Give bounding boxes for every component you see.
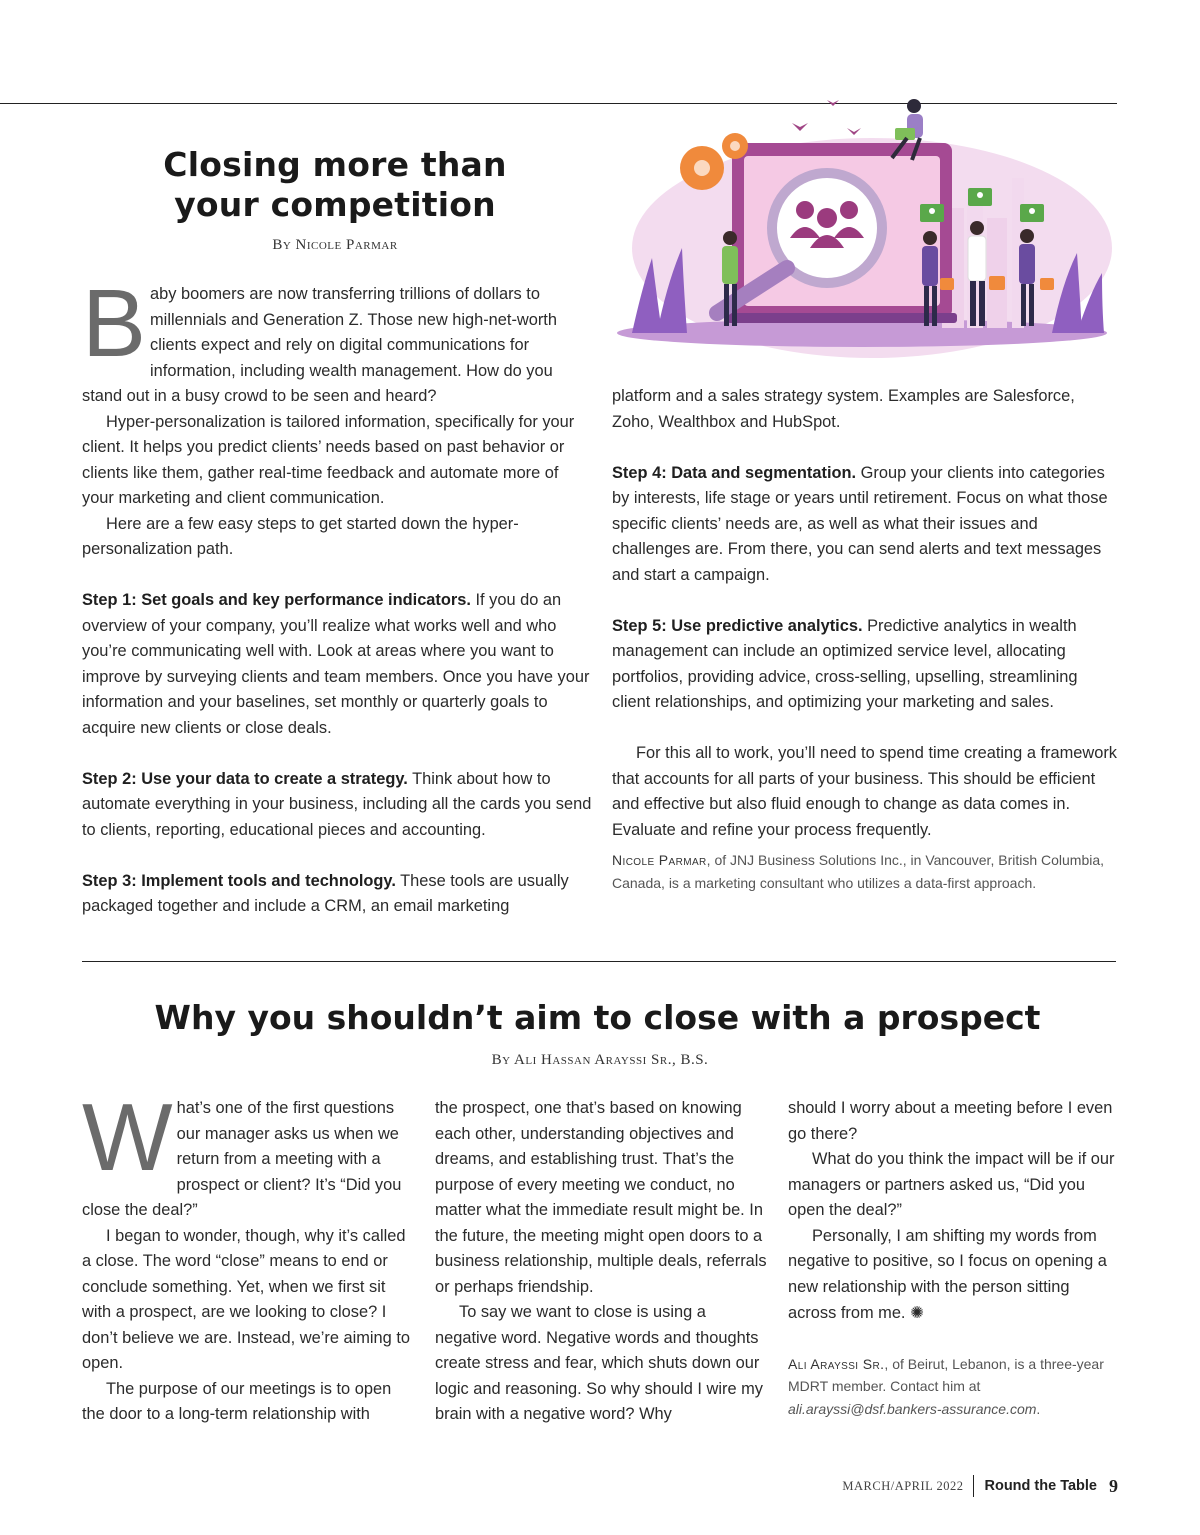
closing-paragraph: For this all to work, you’ll need to spend time creating a framework that accounts for all parts of your business. This should be efficient and effective but also fluid enough to change as data comes in. Evaluate and refine your process frequently.: [612, 744, 1118, 839]
article2-paragraph: What do you think the impact will be if our managers or partners asked us, “Did you open the deal?”: [788, 1150, 1115, 1219]
article1-column-right: [612, 384, 1120, 894]
article2-byline: By Ali Hassan Arayssi Sr., B.S.: [491, 1052, 709, 1068]
article2-paragraph: should I worry about a meeting before I even go there?: [788, 1099, 1113, 1143]
article2-paragraph: I began to wonder, though, why it’s called a close. The word “close” means to end or conclude something. Yet, when we first sit with a prospect, are we looking to close? I don’t believe we are. Instead, we’re aiming to open.: [82, 1226, 410, 1372]
page-footer: [842, 1475, 1118, 1497]
step-3-paragraph: Step 3: Implement tools and technology. These tools are usually packaged together and include a CRM, an email marketing: [82, 871, 569, 915]
article1-paragraph: Hyper-personalization is tailored information, specifically for your client. It helps you predict clients’ needs based on past behavior or clients like them, gather real-time feedback and automate more of your marketing and client communication.: [82, 412, 575, 507]
article1-paragraph: Baby boomers are now transferring trillions of dollars to millennials and Generation Z. Those new high-net-worth clients expect and rely on digital communications for information, including wealth management. How do you stand out in a busy crowd to be seen and heard?: [82, 270, 557, 405]
step-5-paragraph: Step 5: Use predictive analytics. Predictive analytics in wealth management can include an optimized service level, allocating portfolios, providing advice, cross-selling, upselling, streamlining client relationships, and optimizing your marketing and sales.: [612, 616, 1078, 711]
article1-column-left: [82, 270, 592, 920]
author-bio: Ali Arayssi Sr., of Beirut, Lebanon, is a three-year MDRT member. Contact him at ali.arayssi@dsf.bankers-assurance.com.: [788, 1355, 1104, 1417]
email-link[interactable]: ali.arayssi@dsf.bankers-assurance.com: [788, 1400, 1037, 1417]
footer-separator: [973, 1475, 974, 1497]
drop-cap: W: [82, 1084, 173, 1191]
article2-paragraph: The purpose of our meetings is to open the door to a long-term relationship with: [82, 1379, 392, 1423]
article2-paragraph: What’s one of the first questions our manager asks us when we return from a meeting with a prospect or client? It’s “Did you close the deal?”: [82, 1084, 402, 1219]
author-bio: Nicole Parmar, of JNJ Business Solutions Inc., in Vancouver, British Columbia, Canada, is a marketing consultant who utilizes a data-first approach.: [612, 852, 1105, 891]
article1-byline: By Nicole Parmar: [272, 237, 398, 253]
page-number: 9: [1109, 1475, 1118, 1496]
end-mark-icon: ✺: [910, 1303, 924, 1322]
article2-column-1: [82, 1084, 412, 1428]
article2-column-3: [788, 1096, 1120, 1420]
drop-cap: B: [82, 270, 147, 377]
article1-paragraph: Here are a few easy steps to get started down the hyper-personalization path.: [82, 514, 519, 558]
issue-date: MARCH/APRIL 2022: [842, 1478, 964, 1493]
marketing-illustration: [612, 88, 1117, 358]
article2-title: Why you shouldn’t aim to close with a prospect: [154, 998, 1041, 1037]
article2-paragraph: To say we want to close is using a negative word. Negative words and thoughts create stress and fear, which shuts down our logic and reasoning. So why should I wire my brain with a negative word? Why: [435, 1303, 763, 1423]
step-3-continued: platform and a sales strategy system. Examples are Salesforce, Zoho, Wealthbox and HubSpot.: [612, 387, 1075, 431]
article2-column-2: [435, 1096, 767, 1428]
article2-paragraph: Personally, I am shifting my words from negative to positive, so I focus on opening a new relationship with the person sitting across from me. ✺: [788, 1226, 1107, 1322]
magazine-name: Round the Table: [984, 1478, 1097, 1494]
article2-paragraph: the prospect, one that’s based on knowing each other, understanding objectives and dreams, and establishing trust. That’s the purpose of every meeting we conduct, no matter what the immediate result might be. In the future, the meeting might open doors to a business relationship, multiple deals, referrals or perhaps friendship.: [435, 1099, 767, 1296]
step-2-paragraph: Step 2: Use your data to create a strategy. Think about how to automate everything in your business, including all the cards you send to clients, reporting, educational pieces and accounting.: [82, 769, 592, 839]
step-1-paragraph: Step 1: Set goals and key performance indicators. If you do an overview of your company, you’ll realize what works well and who you’re communicating well with. Look at areas where you want to improve by surveying clients and team members. Once you have your information and your baselines, set monthly or quarterly goals to acquire new clients or close deals.: [82, 591, 590, 737]
article1-title: Closing more than your competition: [163, 145, 507, 224]
article-divider: [82, 961, 1116, 962]
step-4-paragraph: Step 4: Data and segmentation. Group your clients into categories by interests, life stage or years until retirement. Focus on what those specific clients’ needs are, as well as what their issues and challenges are. From there, you can send alerts and text messages and start a campaign.: [612, 463, 1108, 584]
